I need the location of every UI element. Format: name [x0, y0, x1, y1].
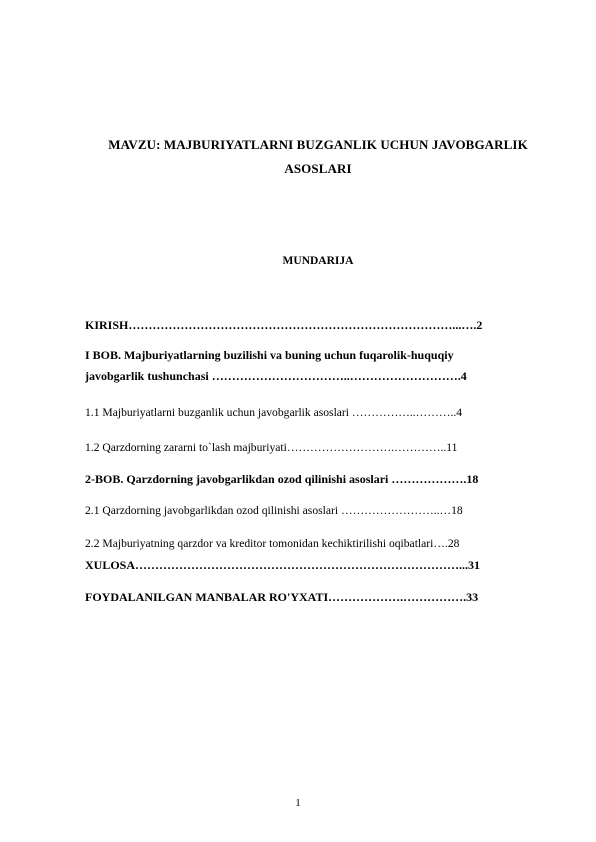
toc-entry-xulosa[interactable]: XULOSA………………………………………………………………………...31: [85, 558, 481, 572]
toc-entry-references[interactable]: FOYDALANILGAN MANBALAR RO'YXATI……………….…………….33: [85, 590, 479, 604]
toc-entry-chapter-1[interactable]: [85, 346, 555, 385]
toc-entry-kirish[interactable]: KIRISH………………………………………………………………………...….2: [85, 318, 483, 332]
toc-entry-section-2-1[interactable]: 2.1 Qarzdorning javobgarlikdan ozod qilinishi asoslari ……………………..…18: [85, 504, 463, 517]
toc-entry-section-1-2[interactable]: 1.2 Qarzdorning zararni to`lash majburiyati……………………….…………..11: [85, 441, 458, 454]
document-title: [80, 133, 556, 181]
title-line-1: MAVZU: MAJBURIYATLARNI BUZGANLIK UCHUN JAVOBGARLIK: [108, 137, 528, 152]
toc-entry-chapter-1-line-2: javobgarlik tushunchasi ……………………………..……………………….4: [85, 369, 467, 383]
toc-entry-chapter-2[interactable]: 2-BOB. Qarzdorning javobgarlikdan ozod qilinishi asoslari ……………….18: [85, 472, 479, 486]
page-number: 1: [295, 797, 301, 809]
title-line-2: ASOSLARI: [284, 161, 352, 176]
contents-heading: MUNDARIJA: [282, 255, 354, 267]
toc-entry-chapter-1-line-1: I BOB. Majburiyatlarning buzilishi va buning uchun fuqarolik-huquqiy: [85, 348, 454, 362]
toc-entry-section-1-1[interactable]: 1.1 Majburiyatlarni buzganlik uchun javobgarlik asoslari ……………..………..4: [85, 406, 463, 419]
toc-entry-section-2-2[interactable]: 2.2 Majburiyatning qarzdor va kreditor tomonidan kechiktirilishi oqibatlari….28: [85, 537, 460, 550]
